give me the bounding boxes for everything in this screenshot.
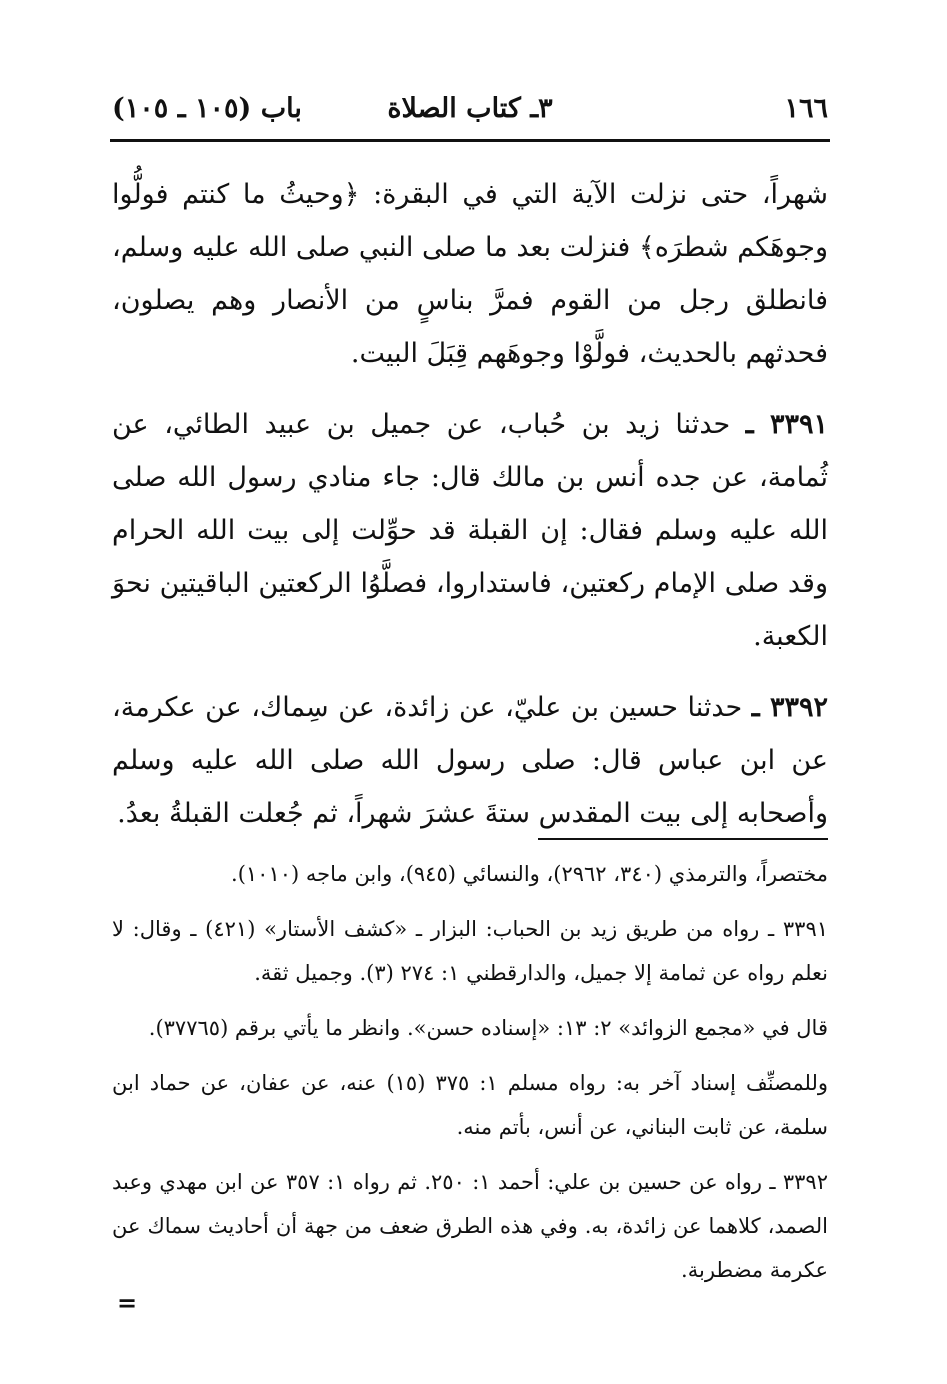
hadith-text: حدثنا حسين بن عليّ، عن زائدة، عن سِماك، عن عكرمة، عن ابن عباس قال: صلى رسول الله صلى الله عليه وسلم وأصحابه إلى بيت المقدس ستةَ عشرَ شهراً، ثم جُعلت القبلةُ بعدُ. [112,692,828,829]
footnote: قال في «مجمع الزوائد» ٢: ١٣: «إسناده حسن». وانظر ما يأتي برقم (٣٧٧٦٥). [148,1016,828,1040]
hadith-number: ٣٣٩١ ـ [745,409,828,440]
hadith-paragraph [112,398,828,663]
hadith-number: ٣٣٩٢ ـ [751,692,828,723]
chapter-range: باب (١٠٥ ـ ١٠٥) [112,93,302,124]
footnote: وللمصنِّف إسناد آخر به: رواه مسلم ١: ٣٧٥ (١٥) عنه، عن عفان، عن حماد ابن سلمة، عن ثابت البناني، عن أنس، بأتم منه. [112,1071,828,1139]
header-rule [110,139,830,142]
page-number: ١٦٦ [784,93,828,124]
hadith-text: حدثنا زيد بن حُباب، عن جميل بن عبيد الطائي، عن ثُمامة، عن جده أنس بن مالك قال: جاء منادي رسول الله صلى الله عليه وسلم فقال: إن القبلة قد حوِّلت إلى بيت الله الحرام وقد صلى الإمام ركعتين، فاستداروا، فصلَّوُا الركعتين الباقيتين نحوَ الكعبة. [112,409,828,652]
main-text [112,168,828,840]
continuation-mark: = [117,1288,138,1317]
book-title: ٣ـ كتاب الصلاة [387,93,553,124]
running-header [112,86,828,136]
footnote: ٣٣٩٢ ـ رواه عن حسين بن علي: أحمد ١: ٢٥٠. ثم رواه ١: ٣٥٧ عن ابن مهدي وعبد الصمد، كلاهما عن زائدة، به. وفي هذه الطرق ضعف من جهة أن أحاديث سماك عن عكرمة مضطربة. [112,1170,828,1282]
footnotes [112,852,828,1292]
footnote: مختصراً، والترمذي (٣٤٠، ٢٩٦٢)، والنسائي (٩٤٥)، وابن ماجه (١٠١٠). [231,862,828,886]
footnote-separator [538,838,828,840]
footnote: ٣٣٩١ ـ رواه من طريق زيد بن الحباب: البزار ـ «كشف الأستار» (٤٢١) ـ وقال: لا نعلم رواه عن ثمامة إلا جميل، والدارقطني ١: ٢٧٤ (٣). وجميل ثقة. [112,917,829,985]
hadith-paragraph [112,681,828,840]
continuation-paragraph: شهراً، حتى نزلت الآية التي في البقرة: ﴿وحيثُ ما كنتم فولُّوا وجوهَكم شطرَه﴾ فنزلت بعد ما صلى النبي صلى الله عليه وسلم، فانطلق رجل من القوم فمرَّ بناسٍ من الأنصار وهم يصلون، فحدثهم بالحديث، فولَّوْا وجوهَهم قِبَلَ البيت. [112,179,828,369]
